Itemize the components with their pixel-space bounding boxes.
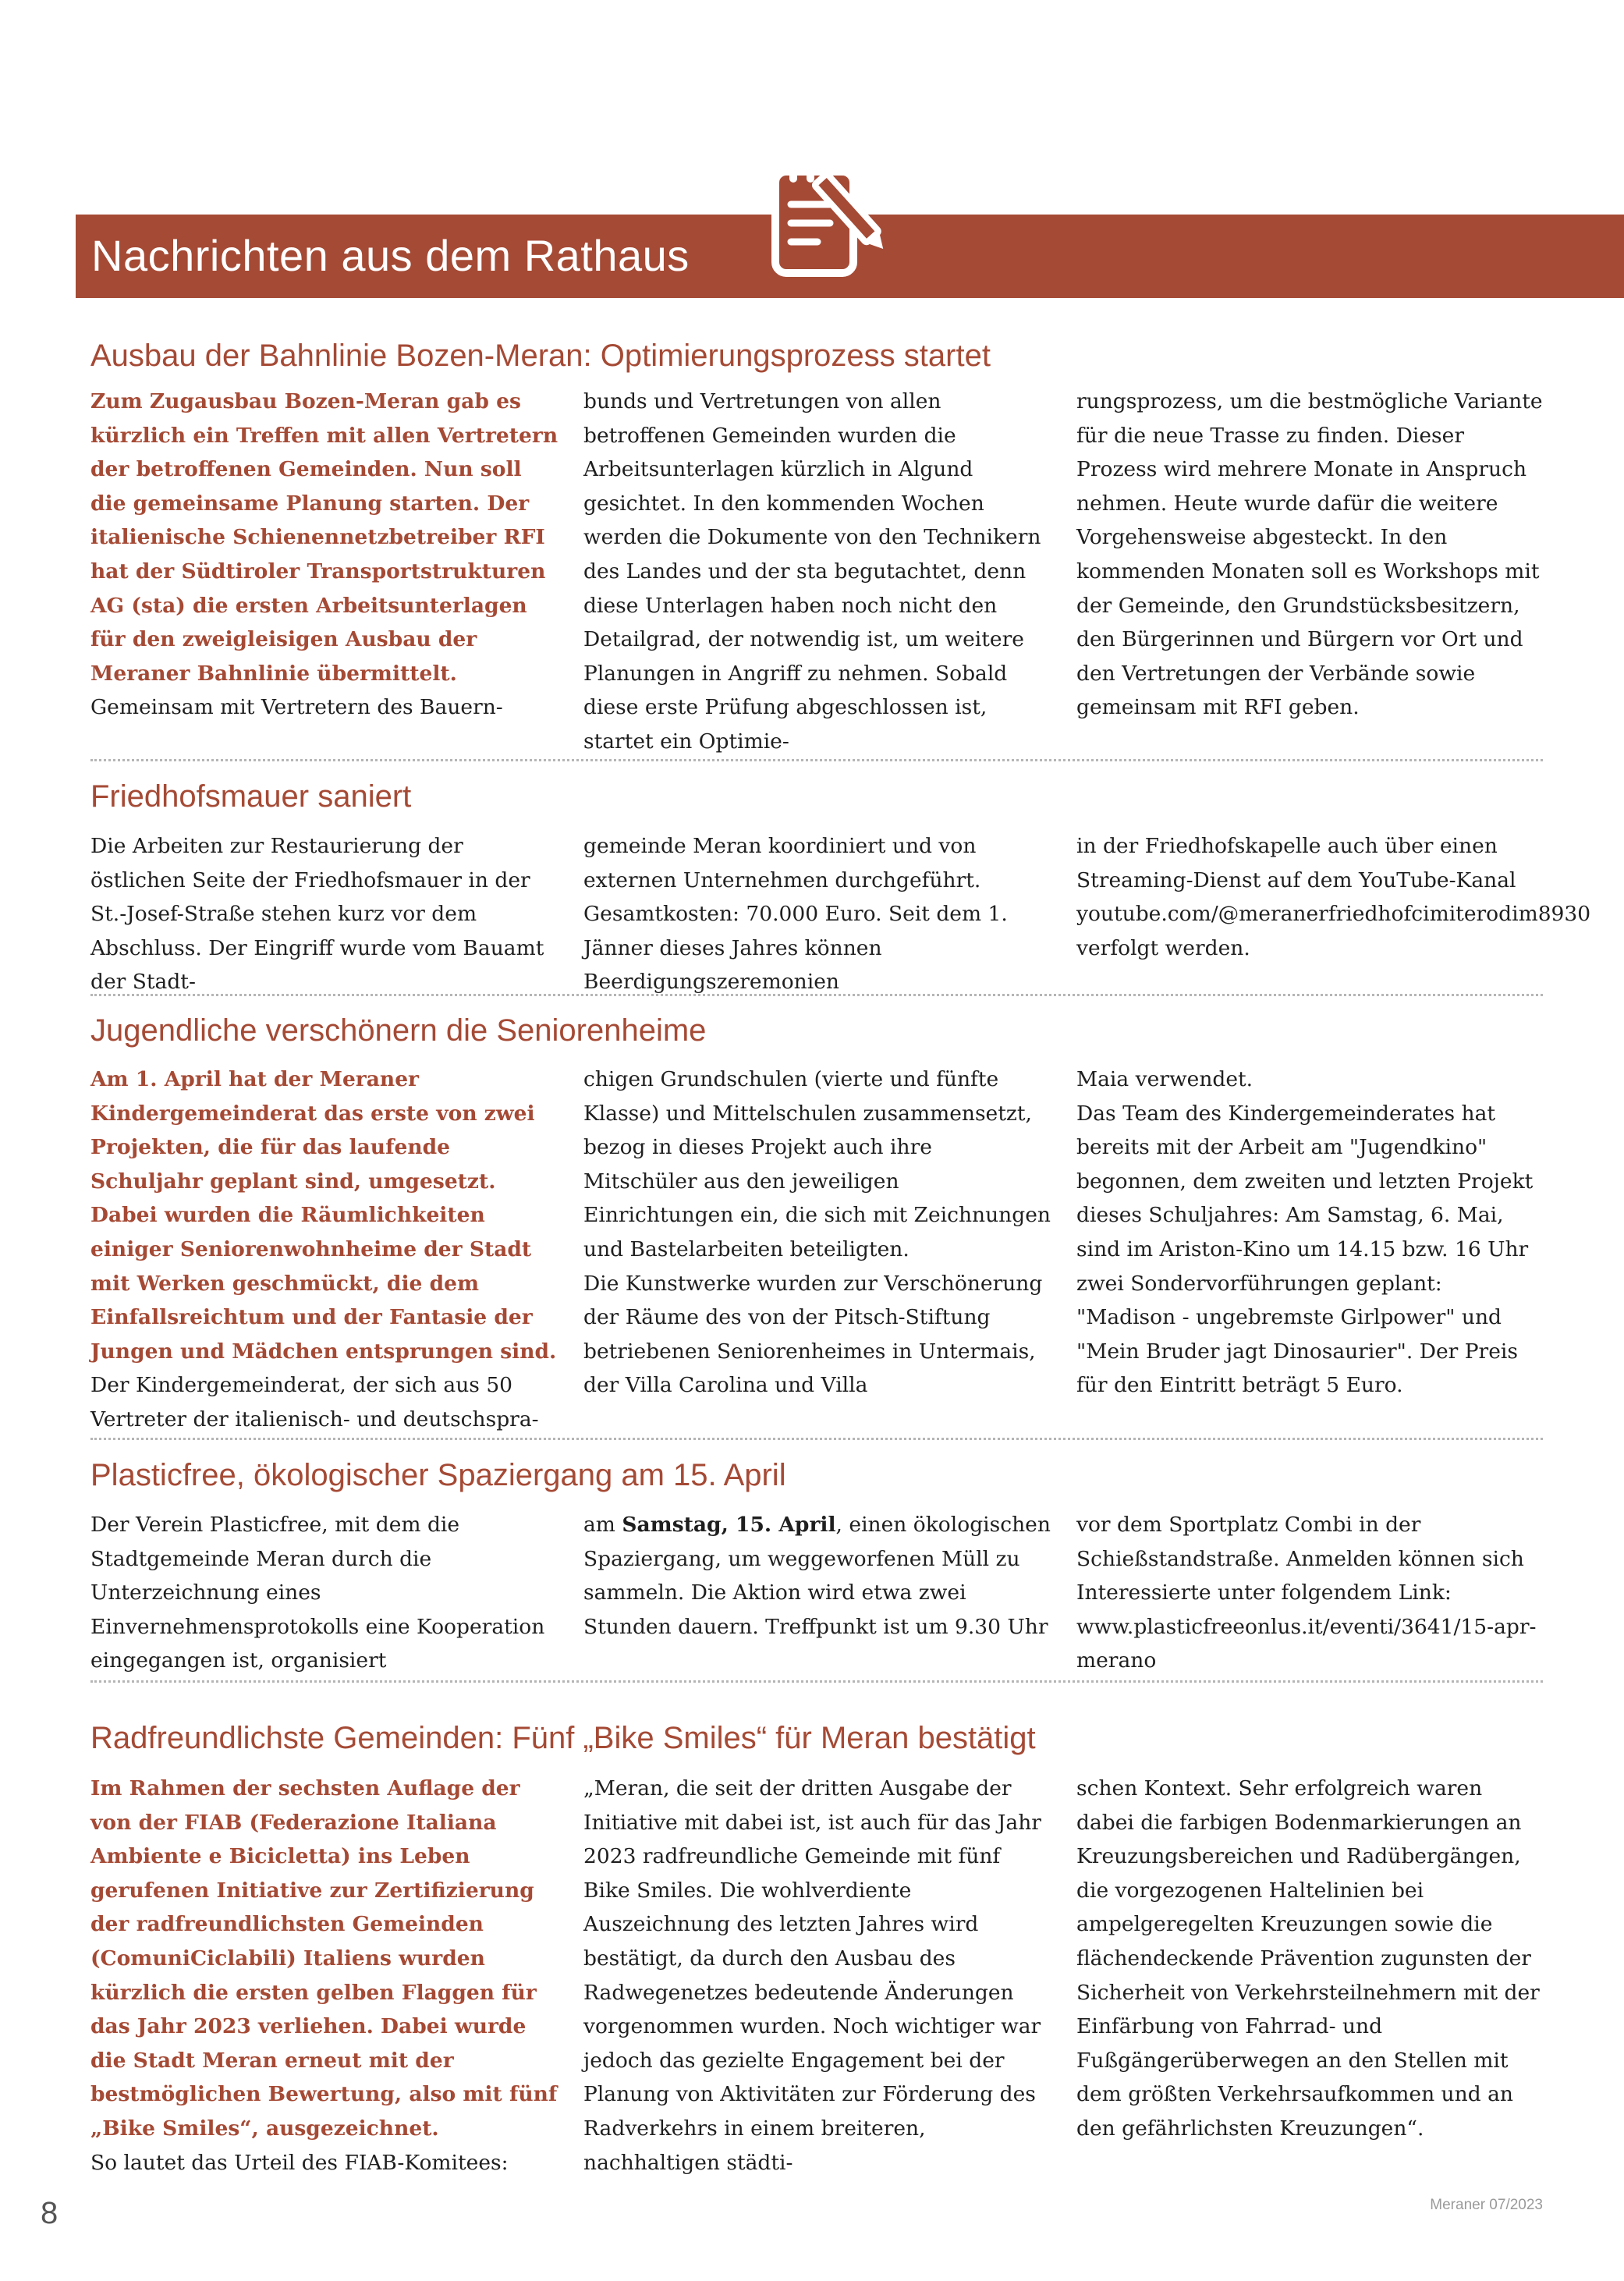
article-headline: Radfreundlichste Gemeinden: Fünf „Bike Smiles“ für Meran bestätigt xyxy=(90,1721,1036,1755)
article-headline: Ausbau der Bahnlinie Bozen-Meran: Optimierungsprozess startet xyxy=(90,339,991,373)
article-headline: Plasticfree, ökologischer Spaziergang am 15. April xyxy=(90,1458,786,1492)
event-date: Samstag, 15. April xyxy=(622,1513,836,1537)
article-column-2: „Meran, die seit der dritten Ausgabe der Initiative mit dabei ist, ist auch für das Jahr 2023 radfreundliche Gemeinde mit fünf Bike Smiles. Die wohlverdiente Auszeichnung des letzten Jahres wird bestätigt, da durch den Ausbau des Radwegenetzes bedeutende Änderungen vorgenommen wurden. Noch wichtiger war jedoch das gezielte Engagement bei der Planung von Aktivitäten zur Förderung des Radverkehrs in einem breiteren, nachhaltigen städti- xyxy=(583,1776,1041,2175)
article-body: am xyxy=(583,1513,622,1537)
article-body: , einen ökologischen Spaziergang, um weggeworfenen Müll zu sammeln. Die Aktion wird etwa zwei Stunden dauern. Treffpunkt ist um 9.30 Uhr xyxy=(583,1513,1051,1639)
article-divider xyxy=(90,759,1543,761)
article-body: Gemeinsam mit Vertretern des Bauern- xyxy=(90,695,503,720)
article-column-3: schen Kontext. Sehr erfolgreich waren dabei die farbigen Bodenmarkierungen an Kreuzungsbereichen und Radübergängen, die vorgezogenen Haltelinien bei ampelgeregelten Kreuzungen sowie die flächendeckende Prävention zugunsten der Sicherheit von Verkehrsteilnehmern mit der Einfärbung von Fahrrad- und Fußgängerüberwegen an den Stellen mit dem größten Verkehrsaufkommen und an den gefährlichsten Kreuzungen“. xyxy=(1076,1776,1540,2141)
article-column-1 xyxy=(90,1062,558,1437)
article-body: So lautet das Urteil des FIAB-Komitees: xyxy=(90,2150,509,2175)
article-headline: Friedhofsmauer saniert xyxy=(90,779,412,814)
issue-label: Meraner 07/2023 xyxy=(1430,2197,1543,2213)
article-column-2: gemeinde Meran koordiniert und von externen Unternehmen durchgeführt. Gesamtkosten: 70.000 Euro. Seit dem 1. Jänner dieses Jahres können Beerdigungszeremonien xyxy=(583,834,1008,995)
article-lead: Im Rahmen der sechsten Auflage der von der FIAB (Federazione Italiana Ambiente e Bicicletta) ins Leben gerufenen Initiative zur Zertifizierung der radfreundlichsten Gemeinden (ComuniCiclabili) Italiens wurden kürzlich die ersten gelben Flaggen für das Jahr 2023 verliehen. Dabei wurde die Stadt Meran erneut mit der bestmöglichen Bewertung, also mit fünf „Bike Smiles“, ausgezeichnet. xyxy=(90,1776,558,2141)
article-column-1 xyxy=(90,385,558,725)
article-seniorenheime xyxy=(90,1010,1543,1431)
article-bike-smiles xyxy=(90,1718,1543,2175)
article-lead: Am 1. April hat der Meraner Kindergemeinderat das erste von zwei Projekten, die für das laufende Schuljahr geplant sind, umgesetzt. Dabei wurden die Räumlichkeiten einiger Seniorenwohnheime der Stadt mit Werken geschmückt, die dem Einfallsreichtum und der Fantasie der Jungen und Mädchen entsprungen sind. xyxy=(90,1067,557,1364)
article-column-1: Die Arbeiten zur Restaurierung der östlichen Seite der Friedhofsmauer in der St.-Josef-Straße stehen kurz vor dem Abschluss. Der Eingriff wurde vom Bauamt der Stadt- xyxy=(90,834,544,995)
article-divider xyxy=(90,1680,1543,1683)
article-column-3: vor dem Sportplatz Combi in der Schießstandstraße. Anmelden können sich Interessierte unter folgendem Link: www.plasticfreeonlus.it/eventi/3641/15-apr-merano xyxy=(1076,1513,1537,1673)
article-column-3: Maia verwendet. Das Team des Kindergemeinderates hat bereits mit der Arbeit am "Jugendkino" begonnen, dem zweiten und letzten Projekt dieses Schuljahres: Am Samstag, 6. Mai, sind im Ariston-Kino um 14.15 bzw. 16 Uhr zwei Sondervorführungen geplant: "Madison - ungebremste Girlpower" und "Mein Bruder jagt Dinosaurier". Der Preis für den Eintritt beträgt 5 Euro. xyxy=(1076,1067,1534,1398)
article-column-1 xyxy=(90,1772,558,2180)
article-column-3: in der Friedhofskapelle auch über einen Streaming-Dienst auf dem YouTube-Kanal youtube.com/@meranerfriedhofcimiterodim8930 verfolgt werden. xyxy=(1076,834,1591,960)
section-title: Nachrichten aus dem Rathaus xyxy=(91,231,690,280)
article-column-2: chigen Grundschulen (vierte und fünfte Klasse) und Mittelschulen zusammensetzt, bezog in dieses Projekt auch ihre Mitschüler aus den jeweiligen Einrichtungen ein, die sich mit Zeichnungen und Bastelarbeiten beteiligten. Die Kunstwerke wurden zur Verschönerung der Räume des von der Pitsch-Stiftung betriebenen Seniorenheimes in Untermais, der Villa Carolina und Villa xyxy=(583,1067,1051,1398)
article-divider xyxy=(90,1438,1543,1440)
article-friedhofsmauer xyxy=(90,776,1591,995)
article-column-1: Der Verein Plasticfree, mit dem die Stadtgemeinde Meran durch die Unterzeichnung eines Einvernehmensprotokolls eine Kooperation eingegangen ist, organisiert xyxy=(90,1513,545,1673)
article-plasticfree xyxy=(90,1455,1543,1673)
article-body: Der Kindergemeinderat, der sich aus 50 Vertreter der italienisch- und deutschspra- xyxy=(90,1373,539,1431)
page-number: 8 xyxy=(41,2196,59,2230)
article-lead: Zum Zugausbau Bozen-Meran gab es kürzlich ein Treffen mit allen Vertretern der betroffenen Gemeinden. Nun soll die gemeinsame Planung starten. Der italienische Schienennetzbetreiber RFI hat der Südtiroler Transportstrukturen AG (sta) die ersten Arbeitsunterlagen für den zweigleisigen Ausbau der Meraner Bahnlinie übermittelt. xyxy=(90,389,558,686)
notepad-pencil-icon xyxy=(761,156,886,289)
article-column-2: bunds und Vertretungen von allen betroffenen Gemeinden wurden die Arbeitsunterlagen kürzlich in Algund gesichtet. In den kommenden Wochen werden die Dokumente von den Technikern des Landes und der sta begutachtet, denn diese Unterlagen haben noch nicht den Detailgrad, der notwendig ist, um weitere Planungen in Angriff zu nehmen. Sobald diese erste Prüfung abgeschlossen ist, startet ein Optimie- xyxy=(583,389,1041,754)
article-divider xyxy=(90,994,1543,996)
article-column-3: rungsprozess, um die bestmögliche Variante für die neue Trasse zu finden. Dieser Prozess wird mehrere Monate in Anspruch nehmen. Heute wurde dafür die weitere Vorgehensweise abgesteckt. In den kommenden Monaten soll es Workshops mit der Gemeinde, den Grundstücksbesitzern, den Bürgerinnen und Bürgern vor Ort und den Vertretungen der Verbände sowie gemeinsam mit RFI geben. xyxy=(1076,389,1543,720)
article-column-2 xyxy=(583,1508,1051,1644)
article-headline: Jugendliche verschönern die Seniorenheime xyxy=(90,1013,707,1048)
article-bahnlinie xyxy=(90,335,1543,754)
